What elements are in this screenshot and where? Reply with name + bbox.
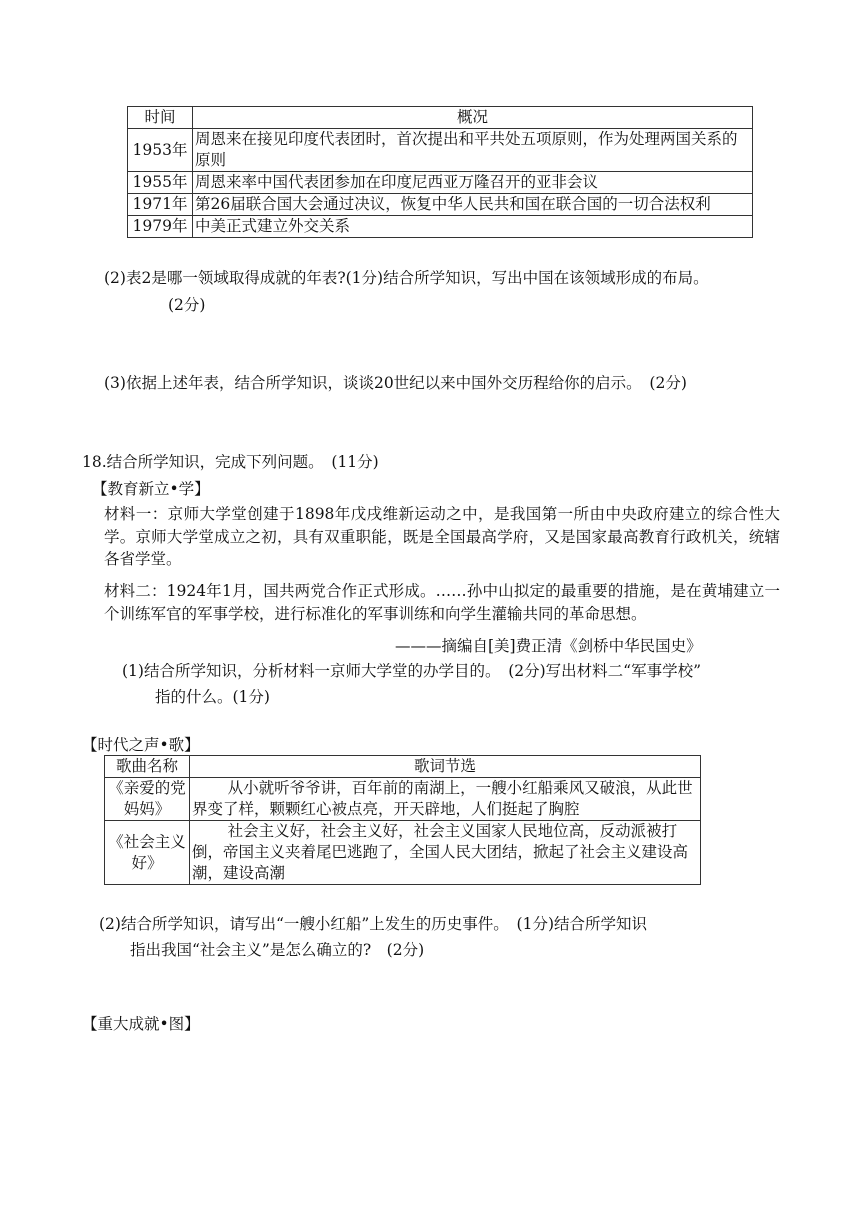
- question-17-3: (3)依据上述年表，结合所学知识，谈谈20世纪以来中国外交历程给你的启示。 (2分): [104, 374, 687, 392]
- song-name-cell: 《亲爱的党妈妈》: [105, 778, 190, 821]
- table-header-song-name: 歌曲名称: [105, 756, 190, 778]
- question-18-1-line2: 指的什么。(1分): [155, 688, 270, 706]
- song-lyrics-cell: 从小就听爷爷讲，百年前的南湖上，一艘小红船乘风又破浪，从此世界变了样，颗颗红心被点亮，开天辟地，人们挺起了胸腔: [190, 778, 701, 821]
- table-2: [127, 106, 753, 238]
- song-lyrics-cell: 社会主义好，社会主义好，社会主义国家人民地位高，反动派被打倒，帝国主义夹着尾巴逃跑了，全国人民大团结，掀起了社会主义建设高潮，建设高潮: [190, 821, 701, 885]
- material-source: ———摘编自[美]费正清《剑桥中华民国史》: [395, 637, 702, 655]
- question-18-title: 18.结合所学知识，完成下列问题。 (11分): [82, 453, 379, 471]
- songs-table: [104, 755, 701, 885]
- table-row: [105, 778, 701, 821]
- question-18-1-line1: (1)结合所学知识，分析材料一京师大学堂的办学目的。 (2分)写出材料二“军事学校”: [122, 662, 702, 680]
- section-songs: 【时代之声•歌】: [82, 736, 200, 754]
- question-17-2-line1: (2)表2是哪一领域取得成就的年表?(1分)结合所学知识，写出中国在该领域形成的布局。: [104, 269, 709, 287]
- question-17-2-line2: (2分): [168, 296, 206, 314]
- table-cell-year: 1971年: [128, 194, 193, 216]
- question-18-2-line2: 指出我国“社会主义”是怎么确立的? (2分): [130, 941, 425, 959]
- table-row: [128, 194, 753, 216]
- table-row: [105, 821, 701, 885]
- table-cell-year: 1979年: [128, 216, 193, 238]
- table-row: [128, 172, 753, 194]
- material-1: 材料一：京师大学堂创建于1898年戊戌维新运动之中，是我国第一所由中央政府建立的综合性大学。京师大学堂成立之初，具有双重职能，既是全国最高学府，又是国家最高教育行政机关，统辖各省学堂。: [104, 505, 780, 568]
- table-row: [128, 129, 753, 172]
- table-cell-text: 中美正式建立外交关系: [193, 216, 753, 238]
- material-2: 材料二：1924年1月，国共两党合作正式形成。……孙中山拟定的最重要的措施，是在黄埔建立一个训练军官的军事学校，进行标准化的军事训练和向学生灌输共同的革命思想。: [104, 582, 780, 623]
- table-header-row: [128, 107, 753, 129]
- section-achievements: 【重大成就•图】: [82, 1015, 200, 1033]
- table-header-time: 时间: [128, 107, 193, 129]
- table-cell-year: 1955年: [128, 172, 193, 194]
- table-cell-year: 1953年: [128, 129, 193, 172]
- section-education: 【教育新立•学】: [92, 480, 210, 498]
- table-header-lyrics: 歌词节选: [190, 756, 701, 778]
- table-cell-text: 第26届联合国大会通过决议，恢复中华人民共和国在联合国的一切合法权利: [193, 194, 753, 216]
- song-name-cell: 《社会主义好》: [105, 821, 190, 885]
- question-18-2-line1: (2)结合所学知识，请写出“一艘小红船”上发生的历史事件。 (1分)结合所学知识: [99, 915, 648, 933]
- table-header-row: [105, 756, 701, 778]
- table-header-overview: 概况: [193, 107, 753, 129]
- table-cell-text: 周恩来率中国代表团参加在印度尼西亚万隆召开的亚非会议: [193, 172, 753, 194]
- table-cell-text: 周恩来在接见印度代表团时，首次提出和平共处五项原则，作为处理两国关系的原则: [193, 129, 753, 172]
- table-row: [128, 216, 753, 238]
